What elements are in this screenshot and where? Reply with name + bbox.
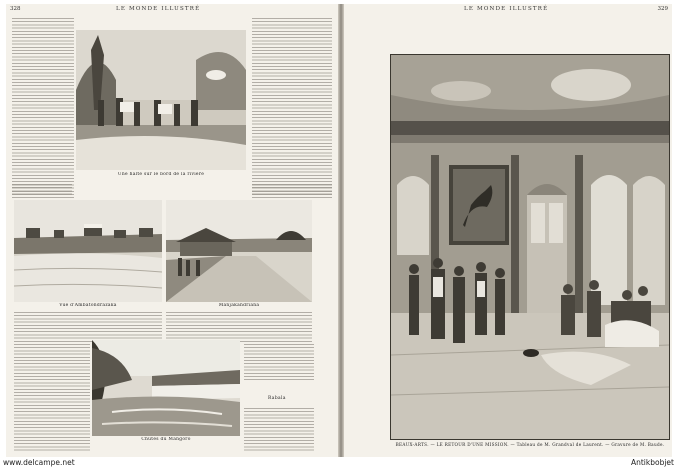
mission-return-engraving [391, 55, 669, 439]
right-column-text-top [252, 18, 332, 198]
waterfall-illustration [92, 340, 240, 436]
left-column-text-top [12, 18, 74, 198]
right-page-number: 329 [657, 6, 668, 12]
right-column-text-mid [252, 184, 332, 196]
left-running-head: LE MONDE ILLUSTRÉ [116, 6, 201, 12]
left-text-lower-1 [14, 312, 162, 342]
left-page [6, 4, 338, 457]
river-halt-illustration [76, 30, 246, 170]
caption-mid-left: Vue d'Ambatondrazaka [59, 303, 117, 308]
left-page-number: 328 [10, 6, 21, 12]
right-page [344, 4, 672, 457]
caption-top: Une halte sur le bord de la rivière [117, 172, 205, 177]
ambatondrazaka-view-illustration [14, 200, 162, 302]
manjakandriana-illustration [166, 200, 312, 302]
signature: Rabala [268, 396, 286, 401]
left-text-lower-2 [14, 344, 90, 452]
right-text-lower-3 [244, 408, 314, 452]
caption-bottom: Chutes du Mangoro [141, 437, 191, 442]
footer-right-watermark: Antikbobjet [630, 458, 674, 467]
footer-left-watermark: www.delcampe.net [3, 458, 75, 467]
right-text-lower-1 [166, 312, 312, 342]
caption-mid-right: Manjakandriana [218, 303, 260, 308]
right-text-lower-2 [244, 344, 314, 380]
engraving-caption: BEAUX-ARTS. — LE RETOUR D'UNE MISSION. — Tableau de M. Grandval de Laurent. — Gravure de M. Baude. [395, 442, 665, 447]
right-running-head: LE MONDE ILLUSTRÉ [464, 6, 549, 12]
left-column-text-mid [12, 184, 72, 196]
